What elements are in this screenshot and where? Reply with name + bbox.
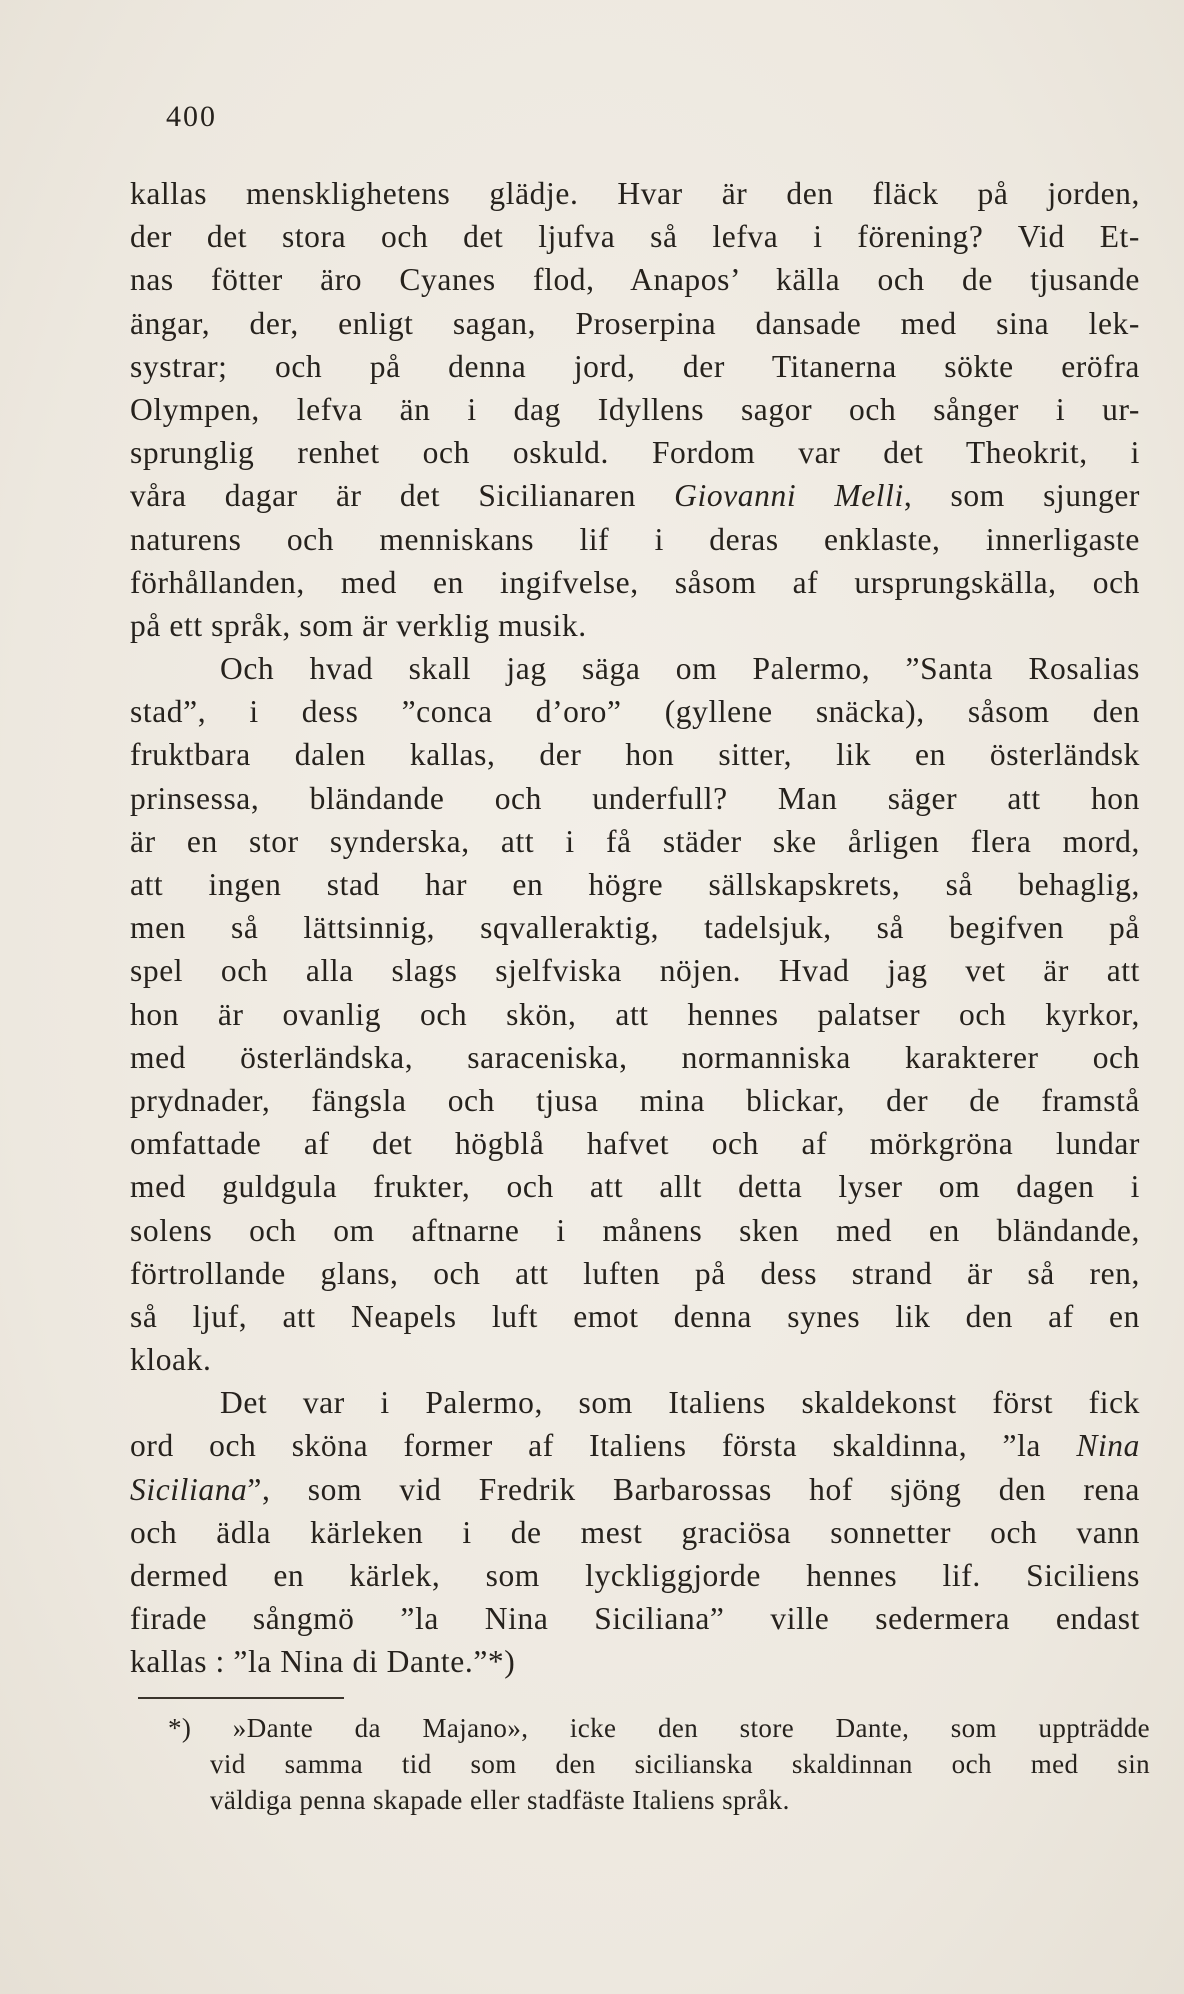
text-line: kallas mensklighetens glädje. Hvar är den fläck på jorden,: [130, 176, 1140, 211]
text-line: stad”, i dess ”conca d’oro” (gyllene snäcka), såsom den: [130, 694, 1140, 730]
text-line: på ett språk, som är verklig musik.: [130, 607, 587, 643]
text-line: naturens och menniskans lif i deras enklaste, innerligaste: [130, 521, 1140, 557]
text-line: med österländska, saraceniska, normanniska karakterer och: [130, 1039, 1140, 1075]
text-line: sprunglig renhet och oskuld. Fordom var det Theokrit, i: [130, 435, 1140, 471]
text-line: ängar, der, enligt sagan, Proserpina dansade med sina lek-: [130, 305, 1140, 341]
text-line: hon är ovanlig och skön, att hennes palatser och kyrkor,: [130, 996, 1140, 1032]
italic-name: Siciliana: [130, 1471, 248, 1507]
text-line: prydnader, fängsla och tjusa mina blickar, der de framstå: [130, 1082, 1140, 1118]
text-line: men så lättsinnig, sqvalleraktig, tadelsjuk, så begifven på: [130, 910, 1140, 946]
text-line: Olympen, lefva än i dag Idyllens sagor och sånger i ur-: [130, 391, 1140, 427]
text-line-with-italic: [130, 1468, 1140, 1511]
body-text: [130, 172, 1140, 1684]
footnote-line: väldiga penna skapade eller stadfäste Italiens språk.: [210, 1785, 790, 1815]
text-segment: ord och sköna former af Italiens första skaldinna, ”la: [130, 1428, 1077, 1464]
text-line: så ljuf, att Neapels luft emot denna synes lik den af en: [130, 1298, 1140, 1334]
text-line: kallas : ”la Nina di Dante.”*): [130, 1644, 516, 1680]
paragraph-3: [130, 1381, 1140, 1683]
italic-name: Nina: [1076, 1428, 1140, 1464]
text-line: förtrollande glans, och att luften på dess strand är så ren,: [130, 1255, 1140, 1291]
text-line: dermed en kärlek, som lyckliggjorde hennes lif. Siciliens: [130, 1558, 1140, 1593]
text-segment: ”, som vid Fredrik Barbarossas hof sjöng den rena: [247, 1471, 1140, 1507]
footnote: [168, 1710, 1150, 1818]
page-number: 400: [166, 100, 217, 133]
text-line: och ädla kärleken i de mest graciösa sonnetter och vann: [130, 1514, 1140, 1550]
text-line: kloak.: [130, 1342, 212, 1378]
paragraph-2: [130, 647, 1140, 1381]
text-line: systrar; och på denna jord, der Titanerna sökte eröfra: [130, 348, 1140, 384]
text-line: är en stor synderska, att i få städer ske årligen flera mord,: [130, 823, 1140, 859]
text-line: omfattade af det högblå hafvet och af mörkgröna lundar: [130, 1126, 1140, 1162]
text-segment: , som sjunger: [903, 478, 1140, 514]
text-line: der det stora och det ljufva så lefva i förening? Vid Et-: [130, 219, 1140, 255]
text-line: med guldgula frukter, och att allt detta lyser om dagen i: [130, 1169, 1140, 1205]
text-line: nas fötter äro Cyanes flod, Anapos’ källa och de tjusande: [130, 262, 1140, 298]
text-line: firade sångmö ”la Nina Siciliana” ville sedermera endast: [130, 1601, 1140, 1637]
footnote-line: vid samma tid som den sicilianska skaldinnan och med sin: [210, 1749, 1150, 1779]
italic-name: Giovanni Melli: [674, 478, 904, 514]
text-line: solens och om aftnarne i månens sken med en bländande,: [130, 1212, 1140, 1248]
text-line: prinsessa, bländande och underfull? Man säger att hon: [130, 780, 1140, 816]
text-line: Det var i Palermo, som Italiens skaldekonst först fick: [220, 1385, 1140, 1421]
text-line: att ingen stad har en högre sällskapskrets, så behaglig,: [130, 867, 1140, 902]
footnote-line: *) »Dante da Majano», icke den store Dante, som uppträdde: [168, 1713, 1150, 1743]
text-line-with-italic: [130, 474, 1140, 517]
text-line: Och hvad skall jag säga om Palermo, ”Santa Rosalias: [220, 651, 1140, 687]
text-segment: våra dagar är det Sicilianaren: [130, 478, 675, 514]
text-line: fruktbara dalen kallas, der hon sitter, lik en österländsk: [130, 737, 1140, 773]
footnote-rule: [138, 1697, 344, 1699]
paragraph-1: [130, 172, 1140, 647]
text-line: förhållanden, med en ingifvelse, såsom af ursprungskälla, och: [130, 564, 1140, 600]
text-line: spel och alla slags sjelfviska nöjen. Hvad jag vet är att: [130, 953, 1140, 989]
text-line-with-italic: [130, 1424, 1140, 1467]
